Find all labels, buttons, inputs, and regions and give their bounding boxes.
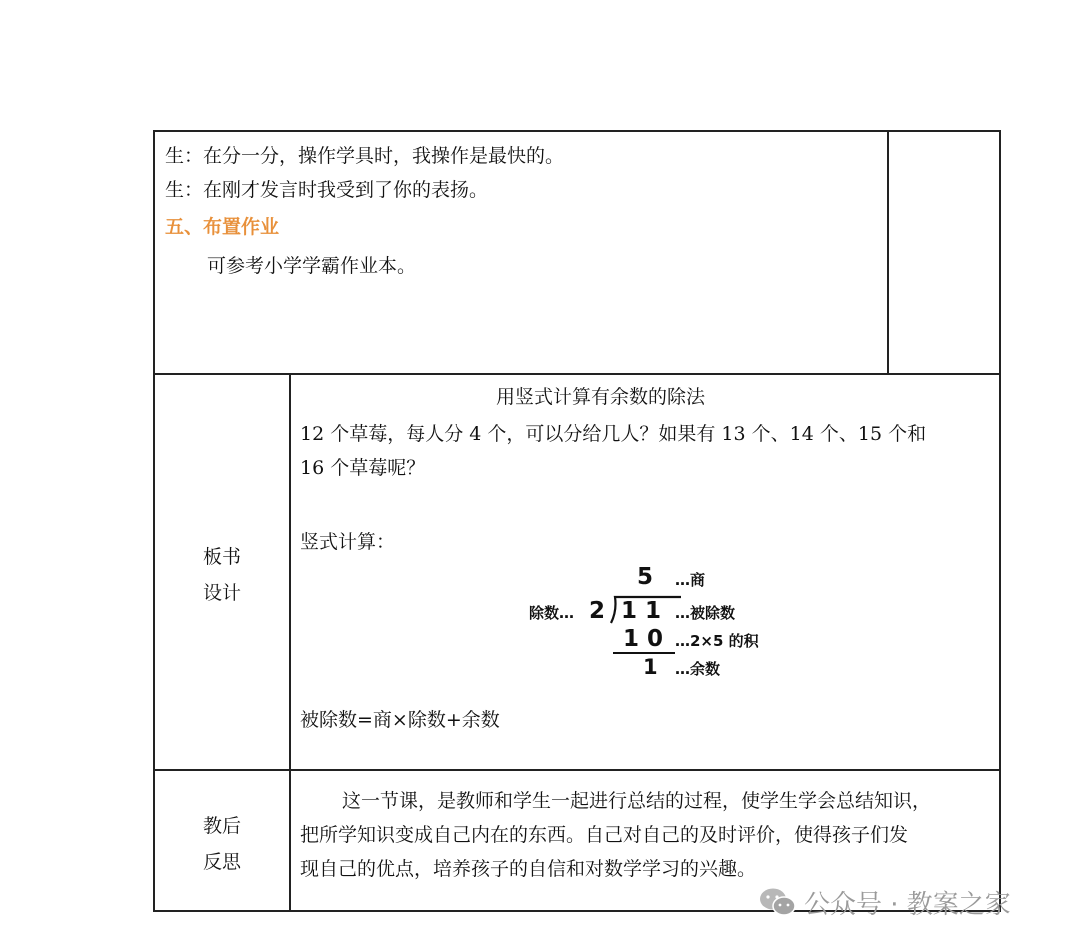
- product-note: …2×5 的积: [675, 632, 759, 650]
- wechat-icon: [758, 886, 798, 922]
- reflection-line-1: 这一节课，是教师和学生一起进行总结的过程，使学生学会总结知识，: [342, 790, 932, 812]
- reflection-line-3: 现自己的优点，培养孩子的自信和对数学学习的兴趣。: [300, 858, 757, 880]
- divisor: 2: [589, 598, 606, 624]
- calc-label: 竖式计算：: [300, 531, 396, 553]
- reflection-label-line2: 反思: [202, 851, 241, 873]
- student-remark-2: 生：在刚才发言时我受到了你的表扬。: [165, 179, 489, 201]
- dividend: 1 1: [621, 598, 662, 624]
- reflection-label-line1: 教后: [202, 815, 241, 837]
- student-remark-1: 生：在分一分，操作学具时，我操作是最快的。: [165, 145, 565, 167]
- row-divider-2: [155, 769, 999, 771]
- col-divider-label: [289, 373, 291, 910]
- divisor-note: 除数…: [529, 604, 575, 622]
- board-label: [155, 539, 289, 611]
- problem-line-2: 16 个草莓呢？: [300, 457, 426, 479]
- lesson-table: [153, 130, 1001, 912]
- board-label-line1: 板书: [202, 546, 241, 568]
- reflection-line-2: 把所学知识变成自己内在的东西。自己对自己的及时评价，使得孩子们发: [300, 824, 909, 846]
- remainder: 1: [643, 655, 658, 679]
- homework-text: 可参考小学学霸作业本。: [207, 255, 417, 277]
- reflection-text: [300, 784, 995, 886]
- product: 1 0: [623, 626, 664, 652]
- quotient-note: …商: [675, 571, 706, 589]
- row-divider-1: [155, 373, 999, 375]
- problem-line-1: 12 个草莓，每人分 4 个，可以分给几人？如果有 13 个、14 个、15 个和: [300, 423, 927, 445]
- homework-heading: 五、布置作业: [165, 216, 280, 238]
- watermark: [758, 882, 1058, 922]
- subtraction-line: [613, 652, 675, 654]
- watermark-text: 公众号 · 教案之家: [804, 890, 1011, 920]
- remainder-note: …余数: [675, 660, 721, 678]
- formula: 被除数=商×除数+余数: [300, 709, 500, 731]
- board-title: 用竖式计算有余数的除法: [496, 386, 706, 408]
- dividend-note: …被除数: [675, 604, 736, 622]
- board-label-line2: 设计: [202, 582, 241, 604]
- quotient: 5: [637, 564, 654, 590]
- col-divider-top: [887, 132, 889, 373]
- reflection-label: [155, 808, 289, 880]
